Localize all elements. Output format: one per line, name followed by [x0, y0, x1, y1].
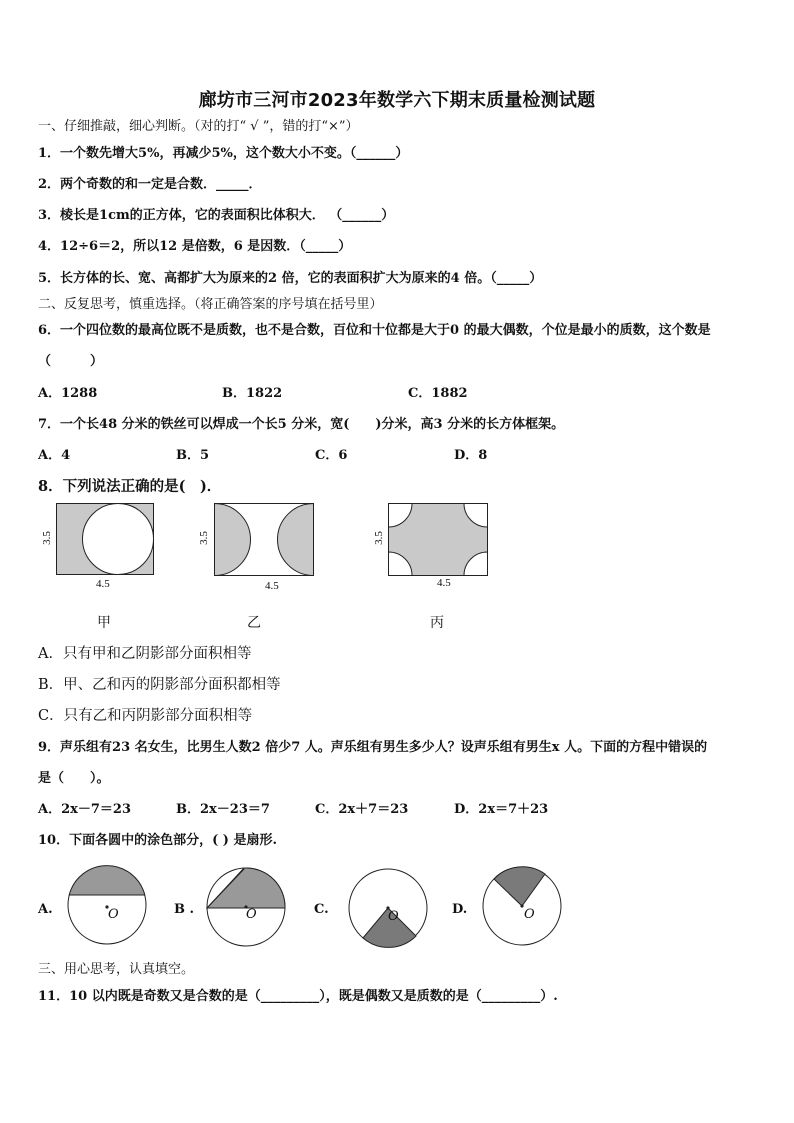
q7-option-b: B．5	[176, 448, 210, 463]
q9-option-d: D．2x＝7＋23	[454, 802, 549, 817]
q6-option-a: A．1288	[38, 386, 98, 401]
q7-option-d: D．8	[454, 448, 488, 463]
question-4: 4．12÷6＝2，所以12 是倍数，6 是因数．（_____）	[38, 239, 352, 254]
q7-option-a: A．4	[38, 448, 71, 463]
figure-jia-height-label: 3.5	[40, 531, 53, 545]
question-6-line-2: （ ）	[38, 354, 104, 369]
question-3: 3．棱长是1cm的正方体，它的表面积比体积大． （______）	[38, 208, 395, 223]
figure-yi-caption: 乙	[247, 615, 261, 631]
figure-bing-height-label: 3.5	[372, 531, 385, 545]
q6-option-b: B．1822	[222, 386, 283, 401]
page-title: 廊坊市三河市2023年数学六下期末质量检测试题	[198, 90, 596, 111]
q6-option-c: C．1882	[408, 386, 468, 401]
q10-option-c-label: C.	[314, 902, 329, 917]
figure-bing-caption: 丙	[430, 615, 444, 631]
q9-option-b: B．2x－23＝7	[176, 802, 270, 817]
figure-yi-width-label: 4.5	[265, 580, 279, 592]
q8-option-b: B．甲、乙和丙的阴影部分面积都相等	[38, 677, 281, 693]
figure-bing-width-label: 4.5	[437, 577, 451, 589]
question-11: 11．10 以内既是奇数又是合数的是（_________），既是偶数又是质数的是（_________）.	[38, 989, 558, 1004]
q8-option-c: C．只有乙和丙阴影部分面积相等	[38, 708, 253, 724]
q9-option-a: A．2x－7＝23	[38, 802, 132, 817]
question-9-line-2: 是（ ）。	[38, 771, 110, 786]
question-9-line-1: 9．声乐组有23 名女生，比男生人数2 倍少7 人。声乐组有男生多少人？设声乐组有男生x 人。下面的方程中错误的	[38, 740, 708, 755]
q10-circle-a-center-label: O	[108, 907, 119, 922]
question-7: 7．一个长48 分米的铁丝可以焊成一个长5 分米，宽( )分米，高3 分米的长方体框架。	[38, 417, 565, 432]
q10-option-a-label: A.	[38, 902, 53, 917]
q10-circle-d-center-label: O	[524, 907, 535, 922]
q10-circle-d	[482, 866, 564, 948]
question-1: 1．一个数先增大5%，再减少5%，这个数大小不变。（______）	[38, 146, 409, 161]
section-3-heading: 三、用心思考，认真填空。	[38, 962, 195, 977]
question-5: 5．长方体的长、宽、高都扩大为原来的2 倍，它的表面积扩大为原来的4 倍。（_____）	[38, 271, 543, 286]
section-1-heading: 一、仔细推敲，细心判断。（对的打“ √ ”，错的打“×”）	[38, 119, 359, 134]
question-10: 10．下面各圆中的涂色部分，( ) 是扇形.	[38, 833, 277, 848]
question-6-line-1: 6．一个四位数的最高位既不是质数，也不是合数，百位和十位都是大于0 的最大偶数，个位是最小的质数，这个数是	[38, 323, 711, 338]
q10-circle-c-center-label: O	[388, 909, 399, 924]
question-8: 8．下列说法正确的是( )．	[38, 478, 222, 495]
q9-option-c: C．2x＋7＝23	[315, 802, 409, 817]
section-2-heading: 二、反复思考，慎重选择。（将正确答案的序号填在括号里）	[38, 297, 383, 312]
figure-jia-caption: 甲	[97, 615, 111, 631]
figure-bing	[388, 503, 490, 578]
figure-yi	[214, 503, 316, 578]
figure-yi-height-label: 3.5	[197, 531, 210, 545]
q7-option-c: C．6	[315, 448, 348, 463]
q10-circle-b-center-label: O	[246, 907, 257, 922]
q10-option-b-label: B .	[174, 902, 195, 917]
question-2: 2．两个奇数的和一定是合数．_____．	[38, 177, 262, 192]
figure-jia	[56, 503, 156, 578]
figure-jia-width-label: 4.5	[96, 578, 110, 590]
q10-option-d-label: D.	[452, 902, 468, 917]
q8-option-a: A．只有甲和乙阴影部分面积相等	[38, 646, 252, 662]
